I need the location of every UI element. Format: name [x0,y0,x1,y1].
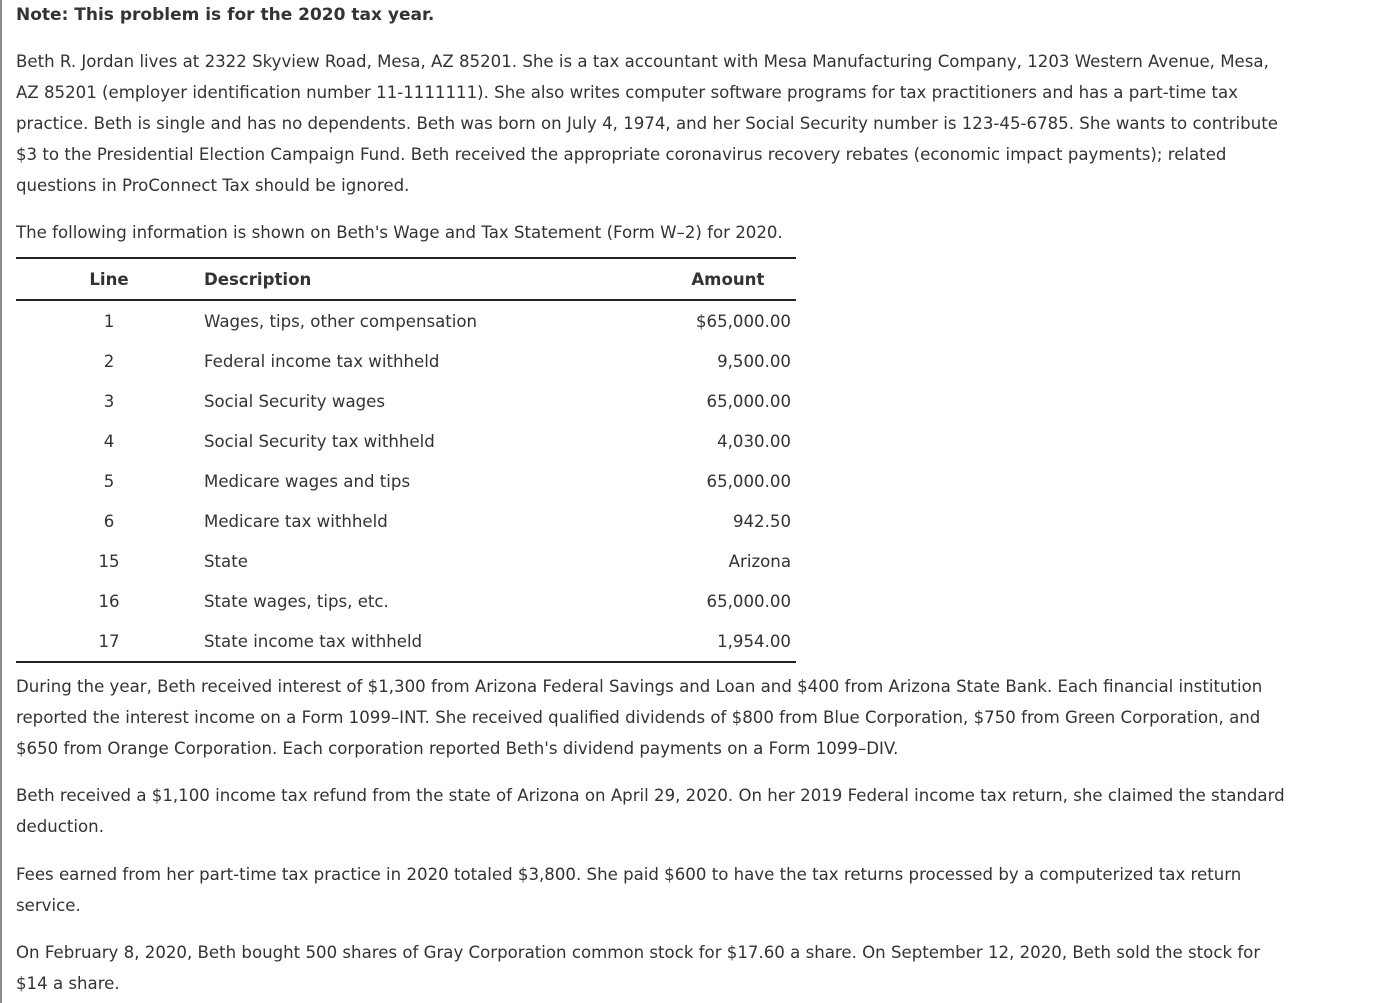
cell-description: State income tax withheld [204,631,423,651]
fees-paragraph: Fees earned from her part-time tax practice in 2020 totaled $3,800. She paid $600 to have the tax returns processed by a computerized tax return service. [16,865,1242,915]
table-row [16,581,796,621]
cell-amount: Arizona [728,551,791,571]
cell-description: Federal income tax withheld [204,351,440,371]
cell-amount: 65,000.00 [706,391,791,411]
cell-description: Social Security tax withheld [204,431,435,451]
table-row [16,621,796,662]
header-line: Line [16,258,202,300]
cell-description: State wages, tips, etc. [204,591,389,611]
cell-amount: 65,000.00 [706,471,791,491]
cell-line: 4 [103,431,115,451]
table-row [16,341,796,381]
table-row [16,300,796,341]
w2-intro-paragraph: The following information is shown on Beth's Wage and Tax Statement (Form W–2) for 2020. [16,223,783,242]
cell-amount: 65,000.00 [706,591,791,611]
header-description: Description [202,258,555,300]
cell-description: Medicare tax withheld [204,511,388,531]
cell-amount: 4,030.00 [717,431,791,451]
w2-table [16,257,796,663]
cell-description: Medicare wages and tips [204,471,411,491]
cell-amount: 942.50 [732,511,791,531]
header-amount: Amount [555,258,796,300]
table-header-row [16,258,796,300]
note-heading: Note: This problem is for the 2020 tax year. [16,5,435,25]
table-row [16,381,796,421]
intro-paragraph: Beth R. Jordan lives at 2322 Skyview Road, Mesa, AZ 85201. She is a tax accountant with Mesa Manufacturing Company, 1203 Western Avenue, Mesa, AZ 85201 (employer identification number 11-1111111). She also writes computer software programs for tax practitioners and has a part-time tax practice. Beth is single and has no dependents. Beth was born on July 4, 1974, and her Social Security number is 123-45-6785. She wants to contribute $3 to the Presidential Election Campaign Fund. Beth received the appropriate coronavirus recovery rebates (economic impact payments); related questions in ProConnect Tax should be ignored. [16,52,1278,195]
refund-paragraph: Beth received a $1,100 income tax refund from the state of Arizona on April 29, 2020. On her 2019 Federal income tax return, she claimed the standard deduction. [16,786,1285,836]
cell-line: 3 [103,391,115,411]
cell-line: 15 [98,551,120,571]
cell-line: 16 [98,591,120,611]
left-border [0,0,2,1003]
cell-line: 17 [98,631,120,651]
cell-description: Wages, tips, other compensation [204,311,478,331]
stock-paragraph: On February 8, 2020, Beth bought 500 shares of Gray Corporation common stock for $17.60 a share. On September 12, 2020, Beth sold the stock for $14 a share. [16,943,1261,993]
cell-amount: 9,500.00 [717,351,791,371]
cell-line: 1 [103,311,115,331]
cell-line: 5 [103,471,115,491]
table-row [16,501,796,541]
interest-paragraph: During the year, Beth received interest of $1,300 from Arizona Federal Savings and Loan and $400 from Arizona State Bank. Each financial institution reported the interest income on a Form 1099–INT. She received qualified dividends of $800 from Blue Corporation, $750 from Green Corporation, and $650 from Orange Corporation. Each corporation reported Beth's dividend payments on a Form 1099–DIV. [16,677,1263,758]
cell-description: Social Security wages [204,391,386,411]
cell-line: 6 [103,511,115,531]
table-row [16,421,796,461]
cell-amount: 1,954.00 [717,631,791,651]
cell-amount: $65,000.00 [695,311,791,331]
table-row [16,541,796,581]
cell-line: 2 [103,351,115,371]
cell-description: State [204,551,248,571]
table-row [16,461,796,501]
